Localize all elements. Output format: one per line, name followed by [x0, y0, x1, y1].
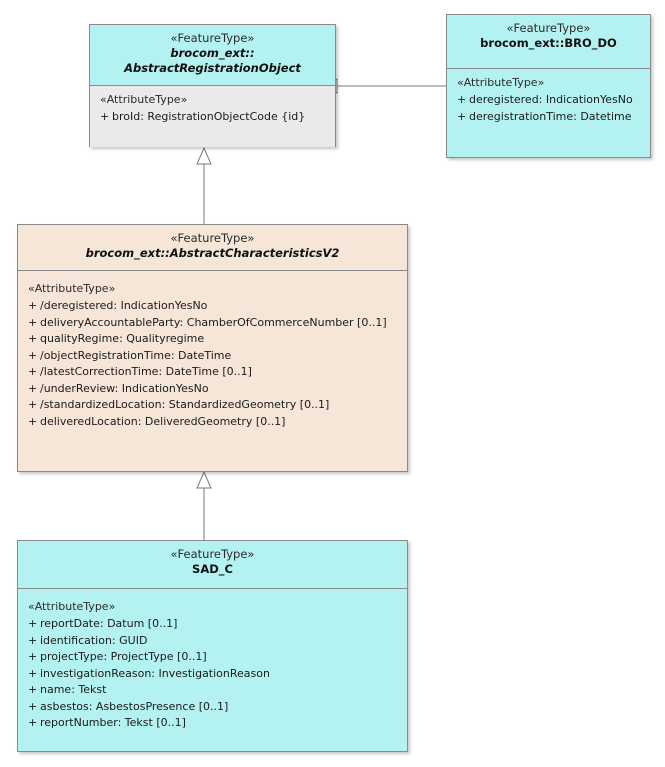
attribute-text: deliveryAccountableParty: ChamberOfCommerceNumber [0..1] [40, 315, 387, 329]
attribute-text: deregistered: IndicationYesNo [469, 93, 633, 106]
attribute-stereotype: «AttributeType» [28, 600, 116, 613]
class-stereotype: «FeatureType» [506, 21, 591, 35]
attribute-visibility: + [457, 109, 467, 123]
attribute-row [22, 616, 403, 633]
class-sad-c[interactable] [17, 540, 408, 752]
attribute-visibility: + [28, 666, 38, 680]
attribute-row [22, 348, 403, 365]
attribute-text: /objectRegistrationTime: DateTime [40, 348, 232, 362]
attribute-row [22, 331, 403, 348]
attribute-text: identification: GUID [40, 633, 148, 647]
class-name-line1: SAD_C [192, 562, 233, 576]
attribute-visibility: + [28, 365, 38, 378]
attribute-text: reportDate: Datum [0..1] [40, 617, 178, 630]
attribute-visibility: + [28, 633, 38, 647]
attribute-visibility: + [28, 699, 38, 713]
attribute-row [22, 699, 403, 716]
attribute-row [22, 315, 403, 332]
attribute-row [22, 298, 403, 315]
attribute-row [22, 666, 403, 683]
attribute-visibility: + [28, 617, 38, 630]
class-header [447, 15, 650, 69]
attribute-visibility: + [457, 93, 467, 106]
attribute-row [22, 414, 403, 431]
class-stereotype: «FeatureType» [170, 547, 255, 561]
attribute-text: broId: RegistrationObjectCode {id} [112, 110, 306, 123]
attribute-text: /deregistered: IndicationYesNo [40, 299, 208, 312]
attribute-visibility: + [28, 414, 38, 428]
class-bro-do[interactable] [446, 14, 651, 158]
class-attributes [18, 589, 407, 738]
attribute-row [451, 92, 646, 109]
attribute-text: reportNumber: Tekst [0..1] [40, 716, 186, 729]
attribute-visibility: + [28, 332, 38, 345]
attribute-row [22, 364, 403, 381]
attribute-visibility: + [28, 381, 38, 395]
class-attributes [447, 69, 650, 131]
generalization-arrow-sadc [197, 472, 211, 488]
attribute-stereotype: «AttributeType» [457, 76, 545, 89]
attribute-row [22, 397, 403, 414]
attribute-row [22, 649, 403, 666]
generalization-arrow-characteristics [197, 148, 211, 164]
attribute-text: name: Tekst [40, 683, 107, 696]
attribute-stereotype: «AttributeType» [28, 282, 116, 295]
attribute-text: projectType: ProjectType [0..1] [40, 650, 207, 663]
class-stereotype: «FeatureType» [170, 231, 255, 245]
attribute-row [22, 381, 403, 398]
attribute-visibility: + [28, 650, 38, 663]
attribute-visibility: + [28, 683, 38, 696]
class-header [18, 225, 407, 271]
attribute-visibility: + [28, 348, 38, 362]
class-name-line1: brocom_ext::AbstractCharacteristicsV2 [85, 246, 340, 260]
class-stereotype: «FeatureType» [170, 31, 255, 45]
class-header [90, 25, 335, 86]
attribute-text: deregistrationTime: Datetime [469, 109, 632, 123]
attribute-text: investigationReason: InvestigationReason [40, 666, 270, 680]
attribute-text: qualityRegime: Qualityregime [40, 332, 205, 345]
attribute-visibility: + [28, 398, 38, 411]
attribute-visibility: + [100, 110, 110, 123]
attribute-visibility: + [28, 716, 38, 729]
class-name-line1: brocom_ext::BRO_DO [480, 36, 617, 50]
attribute-stereotype: «AttributeType» [100, 93, 188, 106]
attribute-text: /latestCorrectionTime: DateTime [0..1] [40, 365, 252, 378]
class-attributes [18, 271, 407, 436]
attribute-visibility: + [28, 315, 38, 329]
attribute-row [94, 109, 331, 126]
class-name-line1: brocom_ext:: [170, 46, 255, 60]
attribute-row [22, 715, 403, 732]
class-abstract-registration-object[interactable] [89, 24, 336, 147]
attribute-row [22, 682, 403, 699]
class-abstract-characteristics-v2[interactable] [17, 224, 408, 472]
attribute-row [22, 633, 403, 650]
attribute-visibility: + [28, 299, 38, 312]
class-header [18, 541, 407, 589]
attribute-text: /standardizedLocation: StandardizedGeometry [0..1] [40, 398, 330, 411]
class-attributes [90, 86, 335, 147]
attribute-text: deliveredLocation: DeliveredGeometry [0..1] [40, 414, 286, 428]
attribute-text: /underReview: IndicationYesNo [40, 381, 209, 395]
attribute-text: asbestos: AsbestosPresence [0..1] [40, 699, 229, 713]
attribute-row [451, 109, 646, 126]
class-name-line2: AbstractRegistrationObject [124, 61, 301, 75]
